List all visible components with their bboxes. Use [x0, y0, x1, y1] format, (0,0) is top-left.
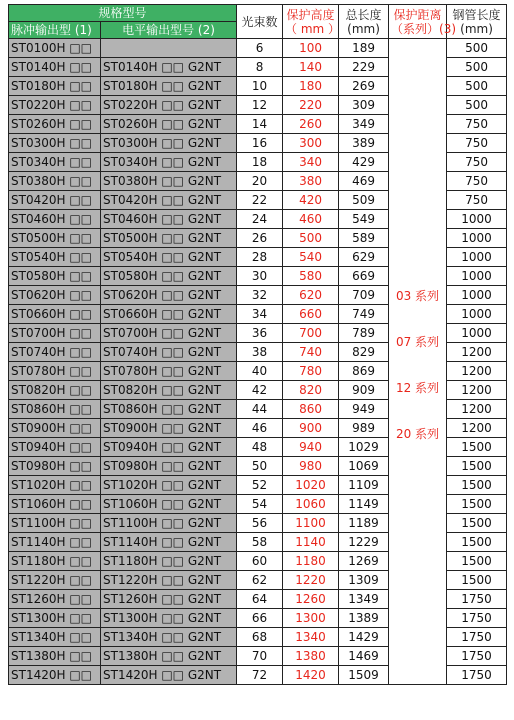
cell-tube-length: 1200: [447, 362, 507, 381]
cell-tube-length: 1750: [447, 628, 507, 647]
cell-pulse-model: ST0300H □□: [9, 134, 101, 153]
cell-protect-height: 420: [283, 191, 339, 210]
cell-tube-length: 1500: [447, 495, 507, 514]
cell-total-length: 1229: [339, 533, 389, 552]
cell-pulse-model: ST0860H □□: [9, 400, 101, 419]
cell-tube-length: 1000: [447, 324, 507, 343]
header-total-length: [339, 5, 389, 39]
header-total-length-label: 总长度: [345, 7, 382, 22]
cell-protect-height: 180: [283, 77, 339, 96]
cell-pulse-model: ST0340H □□: [9, 153, 101, 172]
cell-level-model: ST1300H □□ G2NT: [101, 609, 237, 628]
cell-beam-count: 38: [237, 343, 283, 362]
series-label: 20 系列: [395, 427, 440, 441]
cell-total-length: 589: [339, 229, 389, 248]
cell-protect-height: 780: [283, 362, 339, 381]
cell-level-model: ST0700H □□ G2NT: [101, 324, 237, 343]
cell-beam-count: 24: [237, 210, 283, 229]
cell-tube-length: 1500: [447, 552, 507, 571]
cell-protect-height: 500: [283, 229, 339, 248]
cell-level-model: ST1020H □□ G2NT: [101, 476, 237, 495]
cell-tube-length: 500: [447, 58, 507, 77]
cell-tube-length: 500: [447, 77, 507, 96]
cell-protect-height: 300: [283, 134, 339, 153]
cell-total-length: 189: [339, 39, 389, 58]
cell-protect-height: 1140: [283, 533, 339, 552]
cell-tube-length: 750: [447, 191, 507, 210]
cell-tube-length: 1500: [447, 457, 507, 476]
header-protect-height: [283, 5, 339, 39]
cell-beam-count: 10: [237, 77, 283, 96]
cell-tube-length: 1000: [447, 210, 507, 229]
cell-pulse-model: ST0900H □□: [9, 419, 101, 438]
cell-protect-height: 580: [283, 267, 339, 286]
cell-tube-length: 500: [447, 96, 507, 115]
cell-protect-height: 900: [283, 419, 339, 438]
cell-level-model: ST0420H □□ G2NT: [101, 191, 237, 210]
cell-pulse-model: ST0700H □□: [9, 324, 101, 343]
cell-beam-count: 54: [237, 495, 283, 514]
cell-total-length: 1349: [339, 590, 389, 609]
cell-total-length: 1269: [339, 552, 389, 571]
header-spec-model: 规格型号: [9, 5, 237, 22]
cell-total-length: 869: [339, 362, 389, 381]
cell-pulse-model: ST0140H □□: [9, 58, 101, 77]
cell-pulse-model: ST1100H □□: [9, 514, 101, 533]
cell-tube-length: 1500: [447, 514, 507, 533]
cell-total-length: 469: [339, 172, 389, 191]
cell-level-model: ST0580H □□ G2NT: [101, 267, 237, 286]
cell-beam-count: 72: [237, 666, 283, 685]
cell-beam-count: 66: [237, 609, 283, 628]
cell-pulse-model: ST0100H □□: [9, 39, 101, 58]
cell-level-model: ST0300H □□ G2NT: [101, 134, 237, 153]
cell-protect-height: 1060: [283, 495, 339, 514]
cell-protect-height: 540: [283, 248, 339, 267]
cell-pulse-model: ST1420H □□: [9, 666, 101, 685]
cell-pulse-model: ST0540H □□: [9, 248, 101, 267]
cell-level-model: ST0220H □□ G2NT: [101, 96, 237, 115]
cell-tube-length: 1000: [447, 267, 507, 286]
cell-total-length: 1309: [339, 571, 389, 590]
cell-level-model: ST1100H □□ G2NT: [101, 514, 237, 533]
cell-level-model: ST0820H □□ G2NT: [101, 381, 237, 400]
cell-beam-count: 26: [237, 229, 283, 248]
cell-tube-length: 1000: [447, 286, 507, 305]
cell-level-model: ST0340H □□ G2NT: [101, 153, 237, 172]
cell-beam-count: 64: [237, 590, 283, 609]
cell-beam-count: 40: [237, 362, 283, 381]
cell-pulse-model: ST0380H □□: [9, 172, 101, 191]
cell-pulse-model: ST0660H □□: [9, 305, 101, 324]
cell-level-model: [101, 39, 237, 58]
cell-level-model: ST1420H □□ G2NT: [101, 666, 237, 685]
cell-total-length: 1109: [339, 476, 389, 495]
header-beam-count: 光束数: [237, 5, 283, 39]
cell-pulse-model: ST1380H □□: [9, 647, 101, 666]
cell-level-model: ST1180H □□ G2NT: [101, 552, 237, 571]
cell-total-length: 1469: [339, 647, 389, 666]
cell-protect-height: 700: [283, 324, 339, 343]
cell-total-length: 549: [339, 210, 389, 229]
cell-pulse-model: ST0740H □□: [9, 343, 101, 362]
cell-pulse-model: ST0500H □□: [9, 229, 101, 248]
cell-beam-count: 12: [237, 96, 283, 115]
cell-tube-length: 1200: [447, 343, 507, 362]
header-total-length-unit: (mm): [347, 21, 380, 36]
cell-total-length: 909: [339, 381, 389, 400]
cell-protect-height: 380: [283, 172, 339, 191]
cell-total-length: 389: [339, 134, 389, 153]
cell-protect-height: 1220: [283, 571, 339, 590]
cell-beam-count: 50: [237, 457, 283, 476]
cell-total-length: 1189: [339, 514, 389, 533]
cell-pulse-model: ST0620H □□: [9, 286, 101, 305]
cell-total-length: 349: [339, 115, 389, 134]
cell-beam-count: 60: [237, 552, 283, 571]
cell-total-length: 669: [339, 267, 389, 286]
table-row: [9, 39, 507, 58]
cell-total-length: 229: [339, 58, 389, 77]
cell-protect-height: 140: [283, 58, 339, 77]
header-protect-distance: [389, 5, 457, 39]
cell-beam-count: 62: [237, 571, 283, 590]
cell-total-length: 1389: [339, 609, 389, 628]
cell-pulse-model: ST1300H □□: [9, 609, 101, 628]
cell-beam-count: 16: [237, 134, 283, 153]
cell-pulse-model: ST0940H □□: [9, 438, 101, 457]
cell-pulse-model: ST1140H □□: [9, 533, 101, 552]
cell-total-length: 629: [339, 248, 389, 267]
header-tube-length-label: 钢管长度: [452, 7, 501, 22]
cell-tube-length: 1200: [447, 381, 507, 400]
cell-level-model: ST0460H □□ G2NT: [101, 210, 237, 229]
cell-tube-length: 1500: [447, 476, 507, 495]
cell-beam-count: 6: [237, 39, 283, 58]
cell-tube-length: 750: [447, 153, 507, 172]
cell-total-length: 989: [339, 419, 389, 438]
cell-level-model: ST0540H □□ G2NT: [101, 248, 237, 267]
header-level-output: 电平输出型号 (2): [101, 22, 237, 39]
cell-total-length: 309: [339, 96, 389, 115]
cell-total-length: 1149: [339, 495, 389, 514]
cell-level-model: ST1380H □□ G2NT: [101, 647, 237, 666]
cell-level-model: ST1140H □□ G2NT: [101, 533, 237, 552]
cell-beam-count: 70: [237, 647, 283, 666]
header-pulse-output: 脉冲输出型 (1): [9, 22, 101, 39]
cell-total-length: 749: [339, 305, 389, 324]
cell-level-model: ST0780H □□ G2NT: [101, 362, 237, 381]
cell-pulse-model: ST1260H □□: [9, 590, 101, 609]
cell-pulse-model: ST0580H □□: [9, 267, 101, 286]
cell-pulse-model: ST1220H □□: [9, 571, 101, 590]
cell-protect-height: 100: [283, 39, 339, 58]
cell-protect-height: 340: [283, 153, 339, 172]
cell-level-model: ST1260H □□ G2NT: [101, 590, 237, 609]
cell-total-length: 789: [339, 324, 389, 343]
cell-level-model: ST0660H □□ G2NT: [101, 305, 237, 324]
header-protect-distance-label: 保护距离: [393, 7, 442, 22]
cell-protect-height: 980: [283, 457, 339, 476]
cell-protect-height: 1100: [283, 514, 339, 533]
cell-level-model: ST1220H □□ G2NT: [101, 571, 237, 590]
header-tube-length-unit: (mm): [460, 21, 493, 36]
cell-protect-height: 660: [283, 305, 339, 324]
cell-total-length: 1429: [339, 628, 389, 647]
cell-beam-count: 28: [237, 248, 283, 267]
cell-tube-length: 1000: [447, 305, 507, 324]
cell-level-model: ST0260H □□ G2NT: [101, 115, 237, 134]
cell-total-length: 509: [339, 191, 389, 210]
cell-level-model: ST0740H □□ G2NT: [101, 343, 237, 362]
cell-level-model: ST0380H □□ G2NT: [101, 172, 237, 191]
cell-beam-count: 14: [237, 115, 283, 134]
cell-tube-length: 1000: [447, 229, 507, 248]
cell-tube-length: 500: [447, 39, 507, 58]
cell-protect-height: 860: [283, 400, 339, 419]
cell-total-length: 1069: [339, 457, 389, 476]
cell-tube-length: 1750: [447, 647, 507, 666]
cell-protect-height: 260: [283, 115, 339, 134]
cell-level-model: ST0940H □□ G2NT: [101, 438, 237, 457]
series-label: 07 系列: [395, 335, 440, 349]
cell-beam-count: 36: [237, 324, 283, 343]
cell-pulse-model: ST0820H □□: [9, 381, 101, 400]
cell-pulse-model: ST1020H □□: [9, 476, 101, 495]
cell-level-model: ST0620H □□ G2NT: [101, 286, 237, 305]
cell-pulse-model: ST0420H □□: [9, 191, 101, 210]
cell-level-model: ST0900H □□ G2NT: [101, 419, 237, 438]
header-protect-height-label: 保护高度: [286, 7, 335, 22]
cell-beam-count: 48: [237, 438, 283, 457]
cell-beam-count: 52: [237, 476, 283, 495]
cell-level-model: ST0140H □□ G2NT: [101, 58, 237, 77]
cell-beam-count: 42: [237, 381, 283, 400]
cell-level-model: ST0500H □□ G2NT: [101, 229, 237, 248]
header-protect-height-unit: （ mm ）: [285, 21, 341, 36]
header-protect-distance-sub: （系列）(3): [391, 21, 457, 36]
cell-pulse-model: ST0460H □□: [9, 210, 101, 229]
header-row-1: [9, 5, 507, 22]
cell-tube-length: 1750: [447, 609, 507, 628]
cell-tube-length: 750: [447, 115, 507, 134]
cell-pulse-model: ST0980H □□: [9, 457, 101, 476]
cell-level-model: ST0180H □□ G2NT: [101, 77, 237, 96]
cell-level-model: ST1060H □□ G2NT: [101, 495, 237, 514]
cell-protect-distance-series: [389, 39, 447, 685]
cell-level-model: ST0980H □□ G2NT: [101, 457, 237, 476]
cell-total-length: 949: [339, 400, 389, 419]
cell-protect-height: 1300: [283, 609, 339, 628]
cell-protect-height: 620: [283, 286, 339, 305]
cell-beam-count: 44: [237, 400, 283, 419]
cell-protect-height: 820: [283, 381, 339, 400]
cell-beam-count: 18: [237, 153, 283, 172]
cell-beam-count: 30: [237, 267, 283, 286]
cell-protect-height: 1420: [283, 666, 339, 685]
cell-pulse-model: ST1340H □□: [9, 628, 101, 647]
cell-protect-height: 940: [283, 438, 339, 457]
cell-beam-count: 58: [237, 533, 283, 552]
cell-level-model: ST1340H □□ G2NT: [101, 628, 237, 647]
cell-protect-height: 1340: [283, 628, 339, 647]
cell-total-length: 429: [339, 153, 389, 172]
cell-total-length: 709: [339, 286, 389, 305]
cell-beam-count: 22: [237, 191, 283, 210]
cell-tube-length: 1750: [447, 666, 507, 685]
cell-pulse-model: ST0260H □□: [9, 115, 101, 134]
cell-tube-length: 1000: [447, 248, 507, 267]
cell-protect-height: 1260: [283, 590, 339, 609]
cell-beam-count: 46: [237, 419, 283, 438]
cell-tube-length: 1500: [447, 571, 507, 590]
cell-protect-height: 220: [283, 96, 339, 115]
cell-tube-length: 1200: [447, 419, 507, 438]
cell-protect-height: 1020: [283, 476, 339, 495]
cell-tube-length: 750: [447, 172, 507, 191]
cell-protect-height: 740: [283, 343, 339, 362]
cell-pulse-model: ST1060H □□: [9, 495, 101, 514]
cell-total-length: 1509: [339, 666, 389, 685]
cell-total-length: 1029: [339, 438, 389, 457]
cell-total-length: 269: [339, 77, 389, 96]
cell-beam-count: 8: [237, 58, 283, 77]
cell-protect-height: 1180: [283, 552, 339, 571]
cell-pulse-model: ST0220H □□: [9, 96, 101, 115]
cell-tube-length: 1750: [447, 590, 507, 609]
cell-beam-count: 68: [237, 628, 283, 647]
cell-pulse-model: ST0180H □□: [9, 77, 101, 96]
cell-beam-count: 20: [237, 172, 283, 191]
cell-beam-count: 56: [237, 514, 283, 533]
series-label: 12 系列: [395, 381, 440, 395]
cell-level-model: ST0860H □□ G2NT: [101, 400, 237, 419]
cell-tube-length: 1200: [447, 400, 507, 419]
cell-protect-height: 460: [283, 210, 339, 229]
cell-protect-height: 1380: [283, 647, 339, 666]
cell-tube-length: 750: [447, 134, 507, 153]
cell-beam-count: 32: [237, 286, 283, 305]
cell-beam-count: 34: [237, 305, 283, 324]
series-label: 03 系列: [395, 289, 440, 303]
cell-tube-length: 1500: [447, 533, 507, 552]
cell-pulse-model: ST1180H □□: [9, 552, 101, 571]
cell-pulse-model: ST0780H □□: [9, 362, 101, 381]
cell-total-length: 829: [339, 343, 389, 362]
cell-tube-length: 1500: [447, 438, 507, 457]
spec-table: [8, 4, 507, 685]
